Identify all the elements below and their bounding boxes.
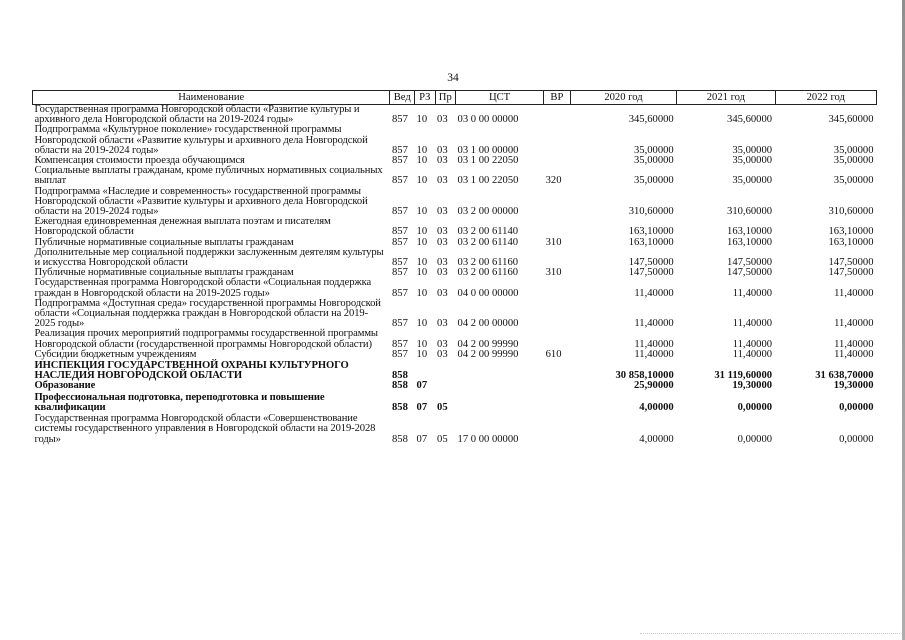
- cell-rz: 10: [416, 287, 428, 299]
- cell-2020: 35,00000: [634, 175, 674, 187]
- cell-2022: 19,30000: [833, 380, 874, 392]
- cell-rz: 10: [416, 338, 428, 350]
- budget-table: [32, 90, 877, 445]
- cell-ved: 857: [391, 175, 408, 187]
- cell-rz: 07: [416, 401, 428, 413]
- cell-vr: [544, 105, 571, 126]
- cell-2020: 11,40000: [634, 318, 674, 330]
- cell-vr: [544, 392, 571, 413]
- cell-2020: 35,00000: [634, 144, 674, 156]
- cell-pr: 05: [437, 401, 448, 413]
- cell-cst: 03 1 00 22050: [457, 175, 519, 187]
- table-row: [33, 278, 877, 298]
- cell-ved: 857: [391, 348, 408, 360]
- cell-2021: 345,60000: [727, 114, 773, 126]
- cell-2020: 35,00000: [634, 155, 674, 167]
- cell-vr: [544, 381, 571, 391]
- cell-2020: 4,00000: [639, 433, 674, 445]
- cell-vr: 310: [545, 267, 562, 279]
- header-ved: Вед: [390, 91, 415, 105]
- cell-2022: 11,40000: [834, 348, 874, 360]
- header-cst: ЦСТ: [456, 91, 544, 105]
- cell-ved: 857: [391, 338, 408, 350]
- cell-2021: 147,50000: [727, 257, 773, 269]
- cell-vr: 310: [545, 236, 562, 248]
- cell-name: Образование: [34, 380, 96, 392]
- cell-vr: [544, 187, 571, 218]
- cell-pr: 03: [437, 348, 448, 360]
- cell-cst: 03 1 00 22050: [457, 155, 519, 167]
- header-2021: 2021 год: [677, 91, 775, 105]
- header-name: Наименование: [33, 91, 390, 105]
- cell-vr: [544, 329, 571, 349]
- table-row: [33, 381, 877, 391]
- cell-pr: [435, 381, 455, 391]
- cell-rz: 10: [416, 114, 428, 126]
- cell-rz: [415, 360, 435, 381]
- table-row: [33, 329, 877, 349]
- cell-ved: 857: [391, 267, 408, 279]
- cell-cst: 03 0 00 00000: [457, 114, 519, 126]
- cell-2020: 11,40000: [634, 348, 674, 360]
- cell-name: Государственная программа Новгородской области «Социальная поддержка граждан в Новгородской области на 2019-2025 годы»: [34, 277, 372, 299]
- cell-cst: 03 1 00 00000: [457, 144, 519, 156]
- cell-vr: 610: [545, 348, 562, 360]
- cell-name: ИНСПЕКЦИЯ ГОСУДАРСТВЕННОЙ ОХРАНЫ КУЛЬТУРНОГО НАСЛЕДИЯ НОВГОРОДСКОЙ ОБЛАСТИ: [34, 360, 349, 382]
- cell-2022: 163,10000: [828, 226, 874, 238]
- cell-name: Подпрограмма «Культурное поколение» государственной программы Новгородской области «Развитие культуры и архивного дела Новгородской области на 2019-2024 годы»: [34, 124, 368, 156]
- cell-name: Публичные нормативные социальные выплаты гражданам: [34, 236, 294, 248]
- cell-name: Дополнительные мер социальной поддержки заслуженным деятелям культуры и искусства Новгородской области: [34, 246, 384, 269]
- cell-vr: [544, 125, 571, 156]
- cell-cst: 04 0 00 00000: [457, 287, 519, 299]
- cell-name: Государственная программа Новгородской области «Совершенствование системы государственного управления в Новгородской области на 2019-2028 годы»: [34, 413, 376, 445]
- cell-cst: 03 2 00 61140: [457, 226, 519, 238]
- cell-2022: 11,40000: [834, 287, 874, 299]
- cell-cst: [456, 381, 544, 391]
- cell-2021: 0,00000: [737, 433, 773, 445]
- cell-ved: 857: [391, 206, 408, 218]
- header-2022: 2022 год: [775, 91, 876, 105]
- cell-2022: 11,40000: [834, 338, 874, 350]
- cell-2022: 345,60000: [828, 114, 874, 126]
- header-vr: ВР: [544, 91, 571, 105]
- table-row: [33, 299, 877, 330]
- table-row: [33, 360, 877, 381]
- cell-2020: 345,60000: [628, 114, 674, 126]
- cell-2022: 310,60000: [828, 206, 874, 218]
- scan-artifact: [640, 633, 900, 636]
- cell-pr: 03: [437, 257, 448, 269]
- cell-pr: [435, 360, 455, 381]
- header-2020: 2020 год: [570, 91, 677, 105]
- cell-rz: 07: [416, 433, 428, 445]
- cell-ved: 857: [391, 287, 408, 299]
- cell-2020: 30 858,10000: [615, 370, 674, 382]
- cell-2022: 163,10000: [828, 236, 874, 248]
- table-row: [33, 125, 877, 156]
- cell-2021: 0,00000: [737, 401, 773, 413]
- cell-cst: 04 2 00 99990: [457, 348, 519, 360]
- cell-cst: [456, 360, 544, 381]
- cell-rz: 10: [416, 175, 428, 187]
- cell-pr: 03: [437, 155, 448, 167]
- cell-cst: 03 2 00 00000: [457, 206, 519, 218]
- cell-2021: 11,40000: [732, 338, 773, 350]
- cell-2021: 11,40000: [732, 287, 773, 299]
- table-row: [33, 217, 877, 237]
- cell-rz: 07: [416, 380, 428, 392]
- cell-vr: [544, 278, 571, 298]
- table-row: [33, 413, 877, 445]
- cell-name: Ежегодная единовременная денежная выплата поэтам и писателям Новгородской области: [34, 216, 331, 238]
- cell-ved: 857: [391, 144, 408, 156]
- cell-vr: [544, 248, 571, 268]
- cell-name: Реализация прочих мероприятий подпрограммы государственной программы Новгородской области (государственной программы Новгородской области): [34, 328, 378, 350]
- table-row: [33, 166, 877, 186]
- cell-2022: 147,50000: [828, 267, 874, 279]
- cell-name: Подпрограмма «Наследие и современность» государственной программы Новгородской области «Развитие культуры и архивного дела Новгородской области на 2019-2024 годы»: [34, 185, 368, 218]
- cell-cst: 17 0 00 00000: [457, 433, 519, 445]
- header-rz: РЗ: [415, 91, 435, 105]
- cell-2021: 147,50000: [727, 267, 773, 279]
- cell-rz: 10: [416, 257, 428, 269]
- cell-pr: 05: [437, 433, 448, 445]
- cell-cst: 04 2 00 99990: [457, 338, 519, 350]
- cell-2022: 0,00000: [839, 401, 874, 413]
- cell-2020: 147,50000: [628, 257, 674, 269]
- cell-ved: 857: [391, 236, 408, 248]
- cell-name: Публичные нормативные социальные выплаты гражданам: [34, 267, 294, 279]
- page-number: 34: [447, 72, 459, 84]
- table-row: [33, 350, 877, 360]
- cell-name: Компенсация стоимости проезда обучающимся: [34, 155, 245, 167]
- cell-rz: 10: [416, 267, 428, 279]
- cell-rz: 10: [416, 226, 428, 238]
- cell-name: Субсидии бюджетным учреждениям: [34, 348, 197, 360]
- cell-2020: 25,90000: [634, 380, 674, 392]
- cell-rz: 10: [416, 236, 428, 248]
- cell-rz: 10: [416, 318, 428, 330]
- cell-ved: 857: [391, 155, 408, 167]
- cell-2020: 4,00000: [639, 401, 674, 413]
- cell-2021: 35,00000: [732, 175, 773, 187]
- cell-ved: 857: [391, 318, 408, 330]
- cell-2021: 19,30000: [732, 380, 773, 392]
- cell-ved: 858: [391, 380, 408, 392]
- cell-2021: 11,40000: [732, 318, 773, 330]
- cell-vr: [544, 156, 571, 166]
- cell-2020: 310,60000: [628, 206, 674, 218]
- cell-ved: 858: [391, 370, 408, 382]
- cell-name: Социальные выплаты гражданам, кроме публичных нормативных социальных выплат: [34, 165, 383, 187]
- cell-vr: [544, 413, 571, 445]
- cell-2022: 35,00000: [833, 175, 874, 187]
- cell-pr: 03: [437, 206, 448, 218]
- cell-2022: 0,00000: [839, 433, 874, 445]
- cell-rz: 10: [416, 206, 428, 218]
- cell-2020: 163,10000: [628, 236, 674, 248]
- cell-ved: 857: [391, 257, 408, 269]
- cell-2020: 147,50000: [628, 267, 674, 279]
- cell-pr: 03: [437, 287, 448, 299]
- cell-pr: 03: [437, 144, 448, 156]
- cell-2022: 147,50000: [828, 257, 874, 269]
- cell-pr: 03: [437, 226, 448, 238]
- table-header-row: [33, 91, 877, 105]
- cell-2022: 31 638,70000: [815, 370, 874, 382]
- cell-vr: [544, 217, 571, 237]
- cell-cst: 04 2 00 00000: [457, 318, 519, 330]
- cell-ved: 857: [391, 226, 408, 238]
- cell-2021: 35,00000: [732, 144, 773, 156]
- cell-2021: 31 119,60000: [714, 370, 773, 382]
- cell-pr: 03: [437, 175, 448, 187]
- cell-2021: 163,10000: [727, 236, 773, 248]
- cell-ved: 858: [391, 401, 408, 413]
- cell-2021: 35,00000: [732, 155, 773, 167]
- cell-ved: 858: [391, 433, 408, 445]
- cell-2021: 11,40000: [732, 348, 773, 360]
- table-body: [33, 105, 877, 445]
- cell-pr: 03: [437, 236, 448, 248]
- cell-cst: 03 2 00 61140: [457, 236, 519, 248]
- cell-ved: 857: [391, 114, 408, 126]
- cell-2021: 163,10000: [727, 226, 773, 238]
- table-row: [33, 187, 877, 218]
- table-row: [33, 248, 877, 268]
- cell-cst: [456, 392, 544, 413]
- cell-cst: 03 2 00 61160: [457, 257, 519, 269]
- cell-cst: 03 2 00 61160: [457, 267, 519, 279]
- cell-name: Государственная программа Новгородской области «Развитие культуры и архивного дела Новгородской области на 2019-2024 годы»: [34, 104, 360, 126]
- header-pr: Пр: [435, 91, 455, 105]
- cell-2022: 35,00000: [833, 155, 874, 167]
- table-row: [33, 105, 877, 126]
- cell-rz: 10: [416, 348, 428, 360]
- cell-2022: 35,00000: [833, 144, 874, 156]
- cell-rz: 10: [416, 144, 428, 156]
- cell-pr: 03: [437, 318, 448, 330]
- cell-pr: 03: [437, 267, 448, 279]
- cell-2020: 11,40000: [634, 338, 674, 350]
- cell-name: Подпрограмма «Доступная среда» государственной программы Новгородской области «Социальная поддержка граждан в Новгородской области на 2019-2025 годы»: [34, 297, 381, 330]
- cell-name: Профессиональная подготовка, переподготовка и повышение квалификации: [34, 391, 325, 413]
- cell-rz: 10: [416, 155, 428, 167]
- cell-vr: [544, 299, 571, 330]
- cell-2022: 11,40000: [834, 318, 874, 330]
- cell-vr: [544, 360, 571, 381]
- table-row: [33, 392, 877, 413]
- cell-2021: 310,60000: [727, 206, 773, 218]
- cell-pr: 03: [437, 338, 448, 350]
- cell-vr: 320: [545, 175, 562, 187]
- cell-pr: 03: [437, 114, 448, 126]
- cell-2020: 163,10000: [628, 226, 674, 238]
- cell-2020: 11,40000: [634, 287, 674, 299]
